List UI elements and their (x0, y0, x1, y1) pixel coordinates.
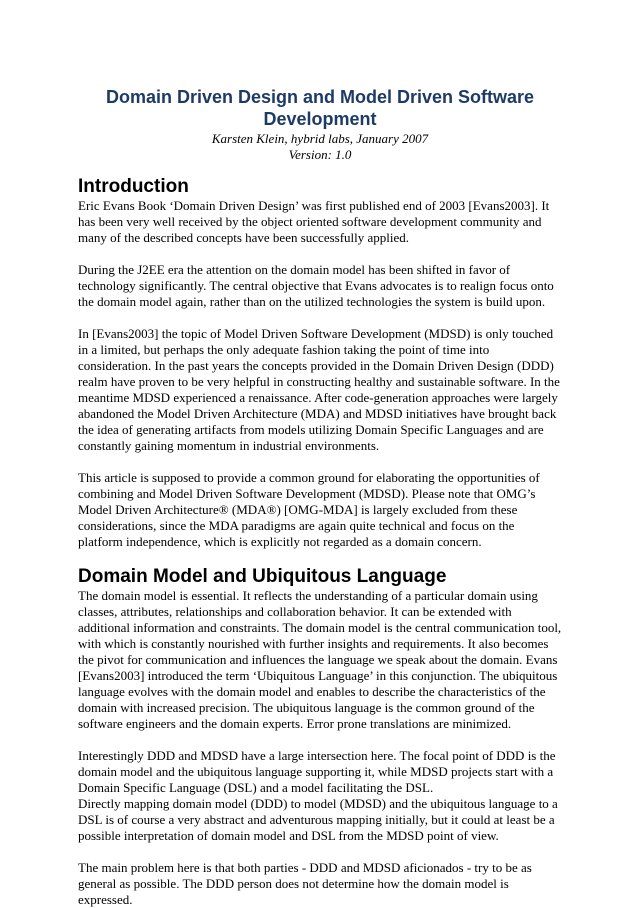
page-content (78, 86, 562, 908)
paragraph: Interestingly DDD and MDSD have a large intersection here. The focal point of DDD is the domain model and the ubiquitous language supporting it, while MDSD projects start with a Domain Specific Language (DSL) and a model facilitating the DSL. (78, 748, 556, 795)
paragraph: The main problem here is that both parties - DDD and MDSD aficionados - try to be as general as possible. The DDD person does not determine how the domain model is expressed. (78, 860, 532, 907)
paragraph: Eric Evans Book ‘Domain Driven Design’ was first published end of 2003 [Evans2003]. It has been very well received by the object oriented software development community and many of the described concepts have been successfully applied. (78, 198, 550, 245)
section-heading-domain-model: Domain Model and Ubiquitous Language (78, 566, 447, 587)
paragraph: During the J2EE era the attention on the domain model has been shifted in favor of technology significantly. The central objective that Evans advocates is to realign focus onto the domain model again, rather than on the utilized technologies the system is build upon. (78, 262, 554, 309)
document-title: Domain Driven Design and Model Driven Software Development (105, 87, 535, 129)
paragraph: The domain model is essential. It reflects the understanding of a particular domain using classes, attributes, relationships and collaboration behavior. It can be extended with additional information and constraints. The domain model is the central communication tool, with which is constantly nourished with further insights and requirements. It also becomes the pivot for communication and influences the language we speak about the domain. Evans [Evans2003] introduced the term ‘Ubiquitous Language’ in this conjunction. The ubiquitous language evolves with the domain model and enables to describe the characteristics of the domain with increased precision. The ubiquitous language is the common ground of the software engineers and the domain experts. Error prone translations are minimized. (78, 588, 562, 731)
paragraph: Directly mapping domain model (DDD) to model (MDSD) and the ubiquitous language to a DSL is of course a very abstract and adventurous mapping initially, but it could at least be a possible interpretation of domain model and DSL from the MDSD point of view. (78, 796, 558, 843)
version-line: Version: 1.0 (288, 147, 352, 162)
paragraph: This article is supposed to provide a common ground for elaborating the opportunities of combining and Model Driven Software Development (MDSD). Please note that OMG’s Model Driven Architecture® (MDA®) [OMG-MDA] is largely excluded from these considerations, since the MDA paradigms are again quite technical and focus on the platform independence, which is explicitly not regarded as a domain concern. (78, 470, 540, 549)
paragraph: In [Evans2003] the topic of Model Driven Software Development (MDSD) is only touched in a limited, but perhaps the only adequate fashion taking the point of time into consideration. In the past years the concepts provided in the Domain Driven Design (DDD) realm have proven to be very helpful in constructing healthy and sustainable software. In the meantime MDSD experienced a renaissance. After code-generation approaches were largely abandoned the Model Driven Architecture (MDA) and MDSD initiatives have brought back the idea of generating artifacts from models utilizing Domain Specific Languages and are constantly gaining momentum in industrial environments. (78, 326, 560, 453)
author-line: Karsten Klein, hybrid labs, January 2007 (211, 131, 429, 146)
section-heading-introduction: Introduction (78, 176, 189, 197)
